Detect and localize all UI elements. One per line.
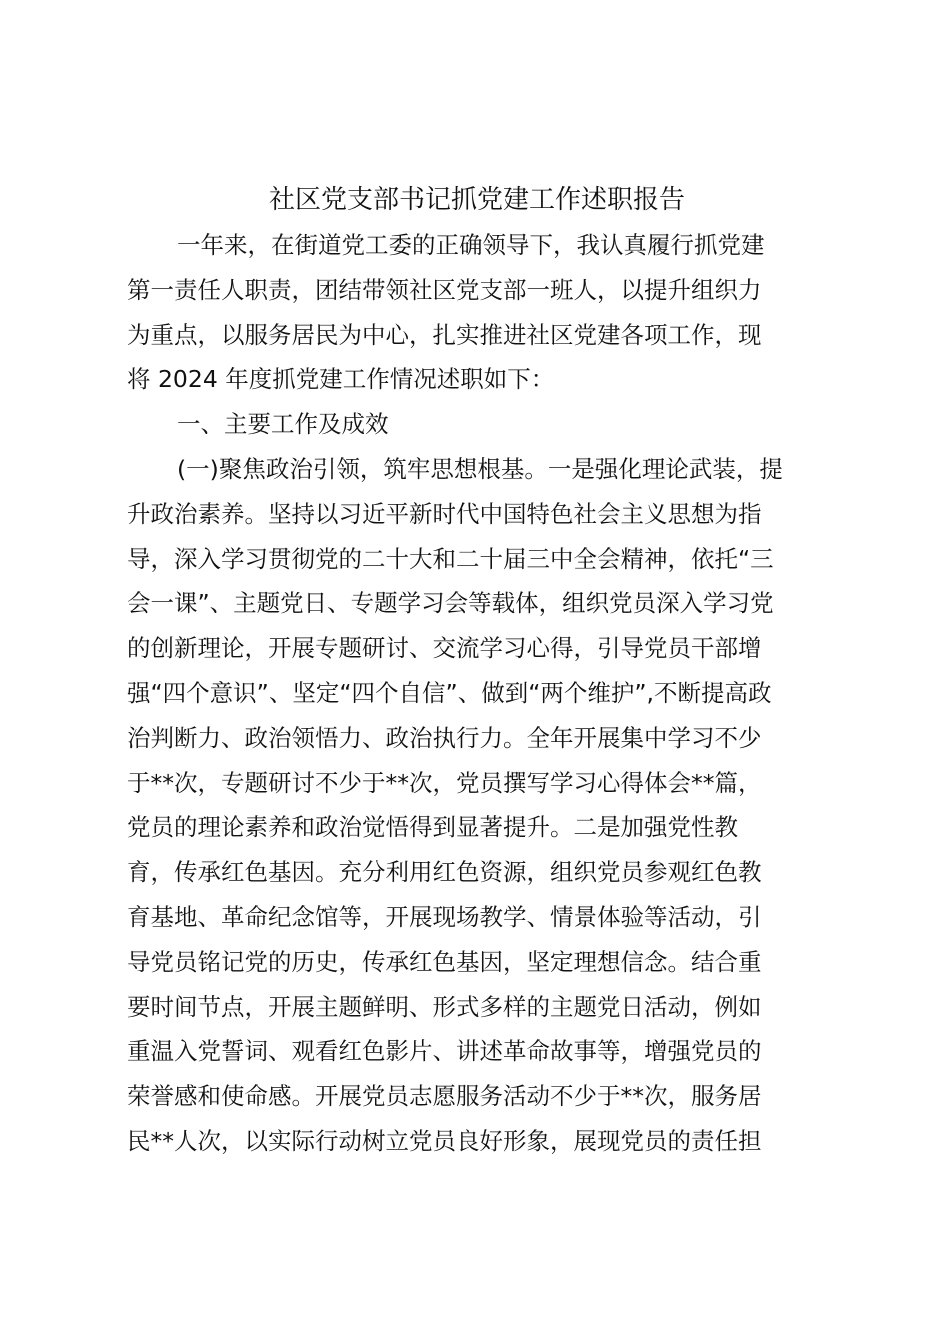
paragraph-line: 荣誉感和使命感。开展党员志愿服务活动不少于**次，服务居 [127, 1082, 762, 1111]
paragraph-line: 升政治素养。坚持以习近平新时代中国特色社会主义思想为指 [127, 499, 762, 528]
paragraph-line: 导，深入学习贯彻党的二十大和二十届三中全会精神，依托“三 [127, 544, 774, 573]
paragraph-line: (一)聚焦政治引领，筑牢思想根基。一是强化理论武装，提 [177, 455, 783, 483]
paragraph-line: 第一责任人职责，团结带领社区党支部一班人，以提升组织力 [127, 275, 762, 304]
paragraph-line: 育，传承红色基因。充分利用红色资源，组织党员参观红色教 [127, 858, 762, 887]
paragraph-line: 育基地、革命纪念馆等，开展现场教学、情景体验等活动，引 [127, 903, 762, 931]
paragraph-line: 治判断力、政治领悟力、政治执行力。全年开展集中学习不少 [127, 723, 762, 752]
document-title: 社区党支部书记抓党建工作述职报告 [268, 185, 685, 215]
paragraph-line: 强“四个意识”、坚定“四个自信”、做到“两个维护”,不断提高政 [127, 679, 772, 707]
paragraph-line: 的创新理论，开展专题研讨、交流学习心得，引导党员干部增 [127, 634, 762, 663]
paragraph-line: 一、主要工作及成效 [177, 410, 389, 439]
paragraph-line: 将 2024 年度抓党建工作情况述职如下： [127, 365, 555, 394]
paragraph-line: 一年来，在街道党工委的正确领导下，我认真履行抓党建 [177, 231, 765, 259]
paragraph-line: 为重点，以服务居民为中心，扎实推进社区党建各项工作，现 [127, 320, 762, 349]
paragraph-line: 党员的理论素养和政治觉悟得到显著提升。二是加强党性教 [127, 813, 738, 842]
paragraph-line: 民**人次，以实际行动树立党员良好形象，展现党员的责任担 [127, 1127, 762, 1155]
paragraph-line: 导党员铭记党的历史，传承红色基因，坚定理想信念。结合重 [127, 947, 762, 976]
paragraph-line: 要时间节点，开展主题鲜明、形式多样的主题党日活动，例如 [127, 992, 762, 1021]
paragraph-line: 重温入党誓词、观看红色影片、讲述革命故事等，增强党员的 [127, 1037, 762, 1066]
paragraph-line: 会一课”、主题党日、专题学习会等载体，组织党员深入学习党 [127, 589, 774, 618]
paragraph-line: 于**次，专题研讨不少于**次，党员撰写学习心得体会**篇， [127, 768, 762, 797]
